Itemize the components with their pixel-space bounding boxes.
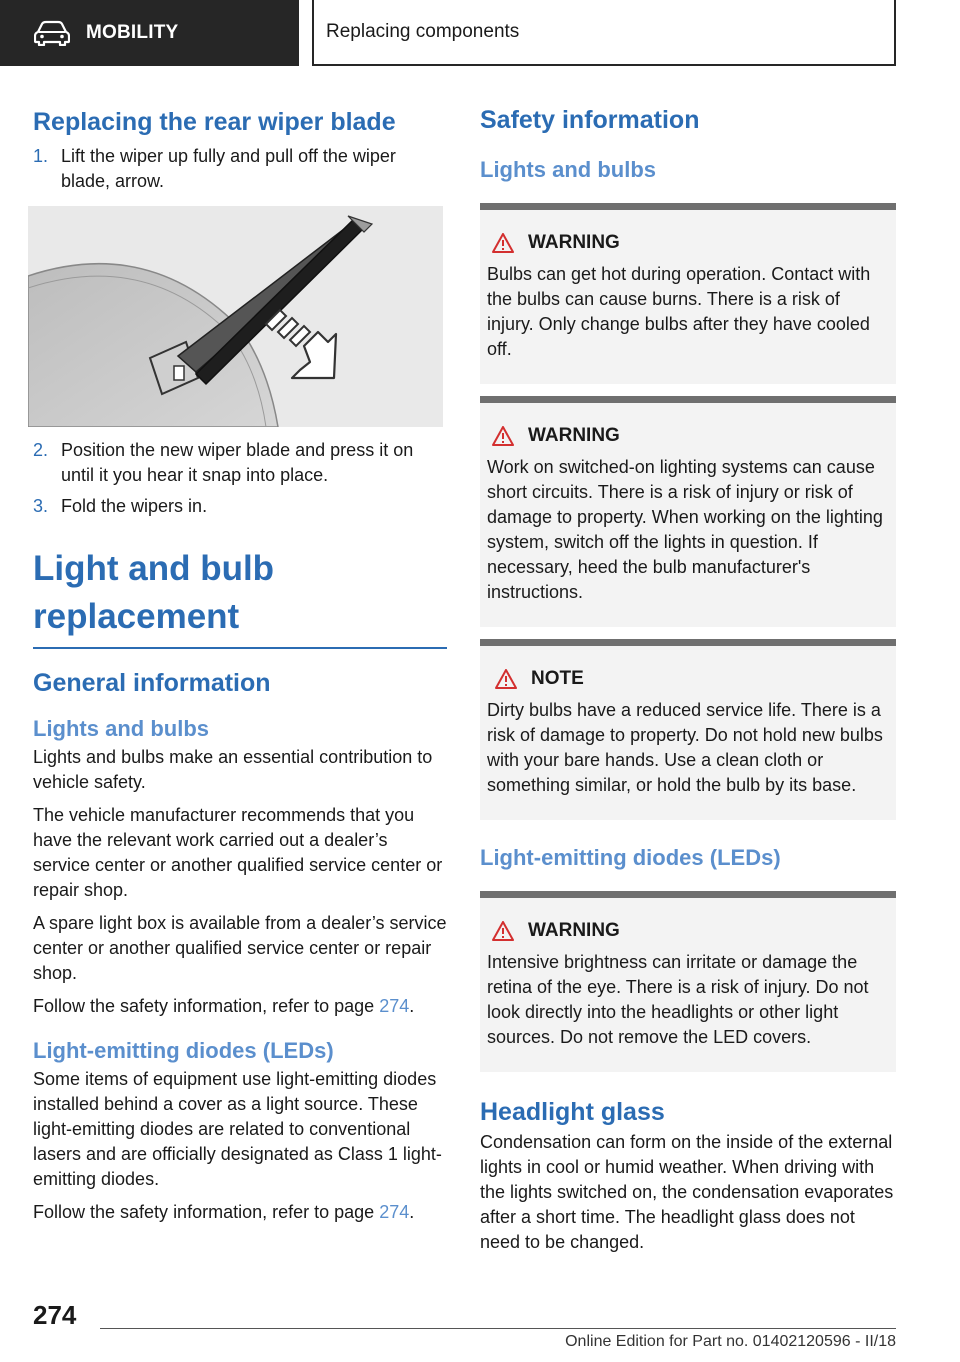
- lights-paragraph-1: Lights and bulbs make an essential contribution to vehicle safety.: [33, 747, 433, 792]
- left-column: [33, 100, 447, 194]
- page-link[interactable]: 274: [379, 996, 410, 1016]
- leds-paragraph-1: Some items of equipment use light-emitting diodes installed behind a cover as a light source. These light-emitting diodes are related to conventional lasers and are officially designated as Class 1 light-emitting diodes.: [33, 1069, 442, 1189]
- rear-wiper-illustration: [28, 206, 443, 427]
- lights-paragraph-2: The vehicle manufacturer recommends that you have the relevant work carried out a dealer’s service center or another qualified service center or repair shop.: [33, 805, 443, 900]
- rear-wiper-steps: [33, 144, 447, 194]
- step-text: Position the new wiper blade and press it on until it you hear it snap into place.: [61, 440, 414, 485]
- reference-end: .: [409, 996, 415, 1016]
- footer-divider: [100, 1328, 896, 1329]
- lights-paragraph-4: [33, 994, 447, 1019]
- list-item: [33, 144, 447, 194]
- lights-bulbs-subtitle: Lights and bulbs: [480, 157, 656, 182]
- list-item: [33, 438, 447, 488]
- rear-wiper-steps-cont: [33, 438, 447, 519]
- callout-text: Intensive brightness can irritate or damage the retina of the eye. There is a risk of injury. Do not look directly into the headlights or other light sources. Do not remove the LED covers.: [487, 952, 869, 1047]
- car-icon: [34, 20, 70, 46]
- headlight-glass-title: Headlight glass: [480, 1098, 665, 1126]
- callout-text: Dirty bulbs have a reduced service life. There is a risk of damage to property. Do not hold new bulbs with your bare hands. Use a clean cloth or something similar, or hold the bulb by its base.: [487, 700, 883, 795]
- callout-title-text: WARNING: [528, 425, 620, 446]
- reference-end: .: [409, 1202, 415, 1222]
- step-number: 1.: [33, 146, 49, 166]
- headlight-paragraph: Condensation can form on the inside of the external lights in cool or humid weather. When driving with the lights switched on, the condensation evaporates after a short time. The headlight glass does not need to be changed.: [480, 1132, 894, 1252]
- header-section-tab: [0, 0, 299, 66]
- warning-triangle-icon: [492, 921, 514, 941]
- callout-title-text: WARNING: [528, 232, 620, 253]
- step-text: Lift the wiper up fully and pull off the wiper blade, arrow.: [61, 146, 396, 191]
- chapter-label: Replacing components: [326, 21, 520, 42]
- leds-subtitle: Light-emitting diodes (LEDs): [480, 845, 781, 870]
- warning-callout: [480, 891, 896, 1072]
- callout-title: [487, 230, 889, 256]
- note-callout: [480, 639, 896, 820]
- callout-title-text: NOTE: [531, 668, 584, 689]
- light-bulb-replacement-title: Light and bulb replacement: [33, 545, 447, 649]
- list-item: [33, 494, 447, 519]
- callout-title: [487, 666, 889, 692]
- warning-callout: [480, 396, 896, 627]
- safety-information-title: Safety information: [480, 106, 700, 134]
- warning-triangle-icon: [495, 669, 517, 689]
- step-number: 2.: [33, 440, 49, 460]
- reference-text: Follow the safety information, refer to page: [33, 996, 380, 1016]
- callout-text: Bulbs can get hot during operation. Contact with the bulbs can cause burns. There is a risk of injury. Only change bulbs after they have cooled off.: [487, 264, 871, 359]
- leds-subtitle: Light-emitting diodes (LEDs): [33, 1038, 334, 1063]
- callout-title-text: WARNING: [528, 920, 620, 941]
- leds-paragraph-2: [33, 1200, 447, 1225]
- reference-text: Follow the safety information, refer to page: [33, 1202, 380, 1222]
- callout-text: Work on switched-on lighting systems can cause short circuits. There is a risk of injury or risk of damage to property. When working on the lighting system, switch off the lights in question. If necessary, heed the bulb manufacturer's instructions.: [487, 457, 883, 602]
- rear-wiper-title: Replacing the rear wiper blade: [33, 108, 396, 136]
- warning-triangle-icon: [492, 426, 514, 446]
- callout-title: [487, 918, 889, 944]
- warning-callout: [480, 203, 896, 384]
- lights-bulbs-subtitle: Lights and bulbs: [33, 716, 209, 741]
- warning-triangle-icon: [492, 233, 514, 253]
- page-number: 274: [33, 1300, 77, 1330]
- general-information-title: General information: [33, 669, 271, 697]
- page-link[interactable]: 274: [379, 1202, 410, 1222]
- edition-text: Online Edition for Part no. 01402120596 - II/18: [565, 1333, 896, 1350]
- step-number: 3.: [33, 496, 49, 516]
- step-text: Fold the wipers in.: [61, 496, 208, 516]
- callout-title: [487, 423, 889, 449]
- section-label: MOBILITY: [86, 22, 179, 43]
- lights-paragraph-3: A spare light box is available from a dealer’s service center or another qualified service center or repair shop.: [33, 913, 447, 983]
- left-column-lower: [33, 438, 447, 1225]
- wiper-diagram: [28, 206, 443, 427]
- header-chapter-tab: [312, 0, 896, 66]
- right-column: [480, 100, 896, 1255]
